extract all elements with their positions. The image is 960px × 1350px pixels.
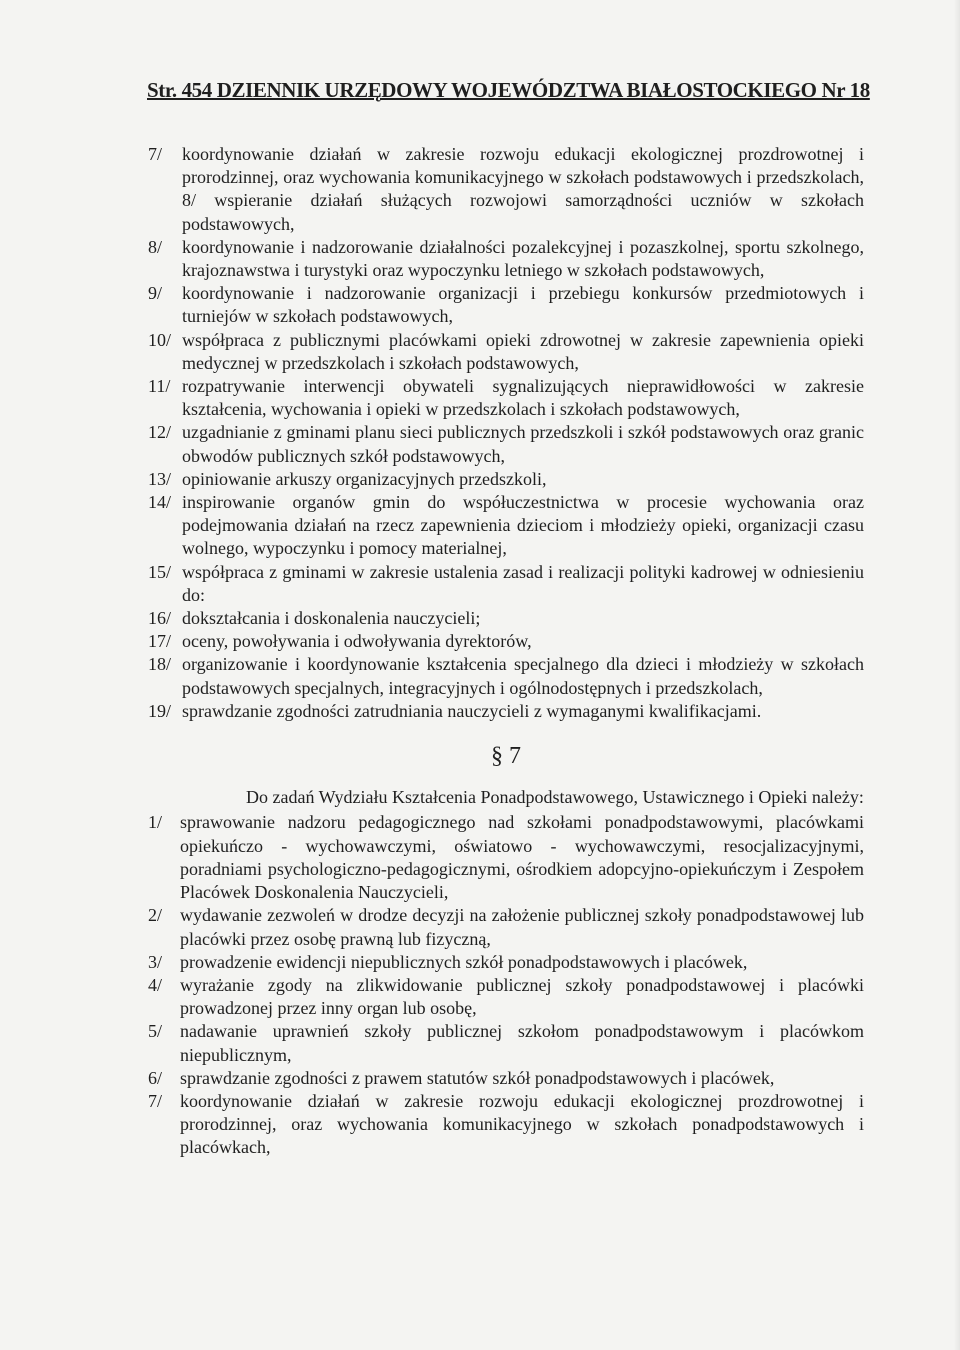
item-text: wyrażanie zgody na zlikwidowanie publicznej szkoły ponadpodstawowej i placówki prowadzonej przez inny organ lub osobę,: [180, 974, 864, 1019]
document-body: [148, 143, 864, 1160]
item-text: sprawowanie nadzoru pedagogicznego nad szkołami ponadpodstawowymi, placówkami opiekuńczo - wychowawczymi, oświatowo - wychowawczymi, resocjalizacyjnymi, poradniami psychologiczno-pedagogicznymi, ośrodkiem adopcyjno-opiekuńczym i Zespołem Placówek Doskonalenia Nauczycieli,: [180, 812, 864, 903]
section-heading: § 7: [491, 743, 521, 770]
item-number: 3/: [148, 951, 163, 972]
item-text: koordynowanie działań w zakresie rozwoju edukacji ekologicznej prozdrowotnej i prorodzinnej, oraz wychowania komunikacyjnego w szkołach podstawowych i przedszkolach, 8/ wspieranie działań służących rozwojowi samorządności uczniów w szkołach podstawowych,: [182, 144, 864, 234]
item-number: 2/: [148, 905, 163, 926]
task-list-part2: [148, 811, 864, 1159]
item-text: nadawanie uprawnień szkoły publicznej szkołom ponadpodstawowym i placówkom niepublicznym,: [180, 1021, 864, 1065]
item-text: inspirowanie organów gmin do współuczestnictwa w procesie wychowania oraz podejmowania działań na rzecz zapewnienia dzieciom i młodzieży opieki, organizacji czasu wolnego, wypoczynku i pomocy materialnej,: [182, 492, 864, 559]
list-item: [148, 468, 864, 491]
list-item: [148, 1020, 864, 1066]
item-number: 10/: [148, 329, 172, 350]
list-item: [148, 282, 864, 328]
list-item: [148, 904, 864, 950]
item-text: sprawdzanie zgodności z prawem statutów szkół ponadpodstawowych i placówek,: [180, 1067, 775, 1088]
list-item: [148, 236, 864, 282]
task-list-part1: [148, 143, 864, 723]
item-text: opiniowanie arkuszy organizacyjnych przedszkoli,: [182, 468, 547, 489]
list-item: [148, 375, 864, 421]
item-text: oceny, powoływania i odwoływania dyrektorów,: [182, 631, 532, 652]
list-item: [148, 561, 864, 607]
list-item: [148, 421, 864, 467]
list-item: [148, 143, 864, 236]
item-number: 16/: [148, 608, 172, 629]
item-number: 19/: [148, 700, 172, 721]
item-number: 8/: [148, 236, 163, 257]
item-text: współpraca z gminami w zakresie ustalenia zasad i realizacji polityki kadrowej w odniesieniu do:: [182, 561, 864, 605]
item-number: 12/: [148, 422, 172, 443]
item-text: rozpatrywanie interwencji obywateli sygnalizujących nieprawidłowości w zakresie kształcenia, wychowania i opieki w przedszkolach i szkołach podstawowych,: [182, 376, 864, 420]
item-text: dokształcania i doskonalenia nauczycieli;: [182, 608, 481, 629]
list-item: [148, 630, 864, 653]
item-text: koordynowanie i nadzorowanie organizacji i przebiegu konkursów przedmiotowych i turniejów w szkołach podstawowych,: [182, 283, 864, 327]
item-text: koordynowanie działań w zakresie rozwoju edukacji ekologicznej prozdrowotnej i prorodzinnej, oraz wychowania komunikacyjnego w szkołach ponadpodstawowych i placówkach,: [180, 1090, 864, 1158]
item-number: 7/: [148, 144, 163, 164]
item-number: 13/: [148, 468, 172, 489]
section-intro: Do zadań Wydziału Kształcenia Ponadpodstawowego, Ustawicznego i Opieki należy:: [246, 787, 864, 808]
list-item: [148, 607, 864, 630]
item-text: współpraca z publicznymi placówkami opieki zdrowotnej w zakresie zapewnienia opieki medycznej w przedszkolach i szkołach podstawowych,: [182, 329, 864, 373]
item-text: prowadzenie ewidencji niepublicznych szkół ponadpodstawowych i placówek,: [180, 951, 748, 972]
item-text: koordynowanie i nadzorowanie działalności pozalekcyjnej i pozaszkolnej, sportu szkolnego, krajoznawstwa i turystyki oraz wypoczynku letniego w szkołach podstawowych,: [182, 236, 864, 281]
list-item: [148, 974, 864, 1020]
item-text: wydawanie zezwoleń w drodze decyzji na założenie publicznej szkoły ponadpodstawowej lub placówki przez osobę prawną lub fizyczną,: [180, 905, 864, 949]
list-item: [148, 491, 864, 561]
item-number: 18/: [148, 654, 172, 675]
item-number: 6/: [148, 1067, 163, 1088]
list-item: [148, 811, 864, 904]
item-number: 15/: [148, 561, 172, 582]
page-header: Str. 454 DZIENNIK URZĘDOWY WOJEWÓDZTWA BIAŁOSTOCKIEGO Nr 18: [147, 78, 870, 102]
item-number: 9/: [148, 283, 163, 304]
item-text: organizowanie i koordynowanie kształcenia specjalnego dla dzieci i młodzieży w szkołach podstawowych specjalnych, integracyjnych i ogólnodostępnych i przedszkolach,: [182, 654, 864, 698]
item-number: 5/: [148, 1021, 163, 1042]
list-item: [148, 1090, 864, 1160]
list-item: [148, 951, 864, 974]
item-number: 7/: [148, 1090, 163, 1111]
list-item: [148, 653, 864, 699]
item-text: sprawdzanie zgodności zatrudniania nauczycieli z wymaganymi kwalifikacjami.: [182, 700, 762, 721]
item-text: uzgadnianie z gminami planu sieci publicznych przedszkoli i szkół podstawowych oraz granic obwodów publicznych szkół podstawowych,: [182, 422, 864, 466]
list-item: [148, 700, 864, 723]
item-number: 11/: [148, 376, 171, 397]
item-number: 17/: [148, 631, 172, 652]
item-number: 4/: [148, 974, 163, 995]
item-number: 1/: [148, 812, 163, 833]
item-number: 14/: [148, 492, 172, 513]
list-item: [148, 329, 864, 375]
list-item: [148, 1067, 864, 1090]
